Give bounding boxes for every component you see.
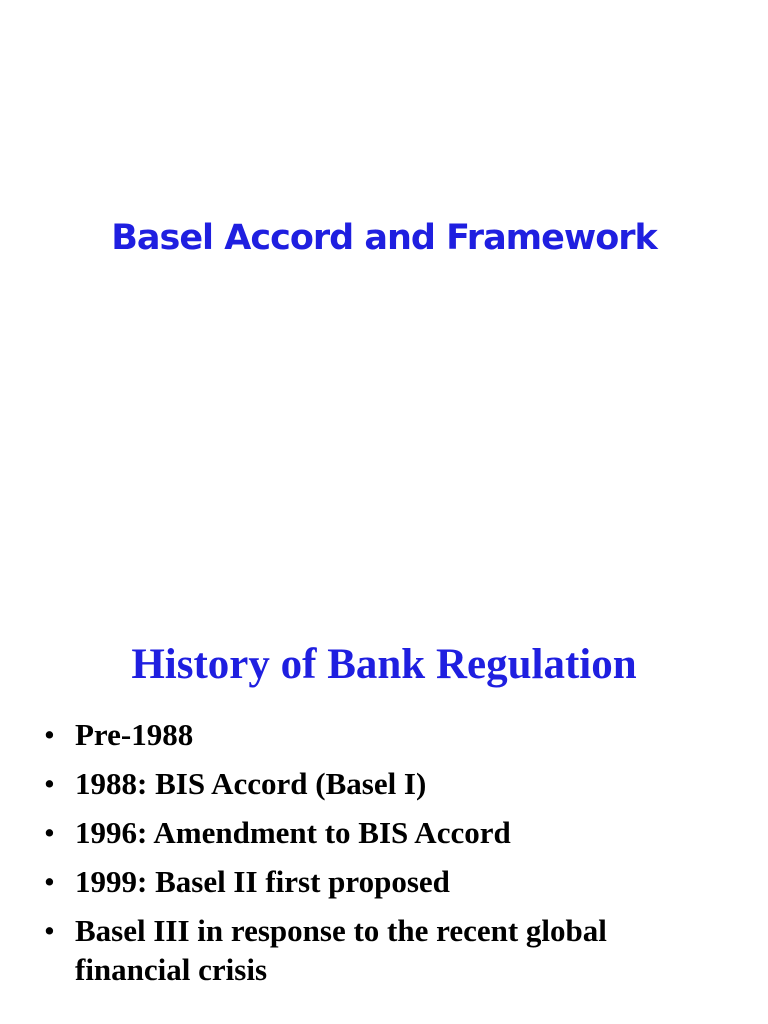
bullet-icon: •	[44, 766, 55, 801]
bullet-item-1988	[44, 764, 704, 803]
bullet-item-pre-1988	[44, 715, 704, 754]
bullet-text: 1988: BIS Accord (Basel I)	[75, 766, 427, 801]
bullet-item-1996	[44, 813, 704, 852]
bullet-item-basel-iii	[44, 911, 704, 989]
bullet-icon: •	[44, 913, 55, 948]
bullet-text: 1996: Amendment to BIS Accord	[75, 815, 511, 850]
slide-history-bank-regulation	[0, 580, 768, 1024]
slide-2-title: History of Bank Regulation	[131, 641, 637, 688]
bullet-icon: •	[44, 815, 55, 850]
bullet-text: 1999: Basel II first proposed	[75, 864, 450, 899]
bullet-icon: •	[44, 864, 55, 899]
bullet-text: Basel III in response to the recent global financial crisis	[75, 913, 607, 987]
slide-1-title: Basel Accord and Framework	[111, 218, 657, 258]
bullet-list	[44, 715, 704, 999]
bullet-text: Pre-1988	[75, 717, 194, 752]
bullet-icon: •	[44, 717, 55, 752]
bullet-item-1999	[44, 862, 704, 901]
